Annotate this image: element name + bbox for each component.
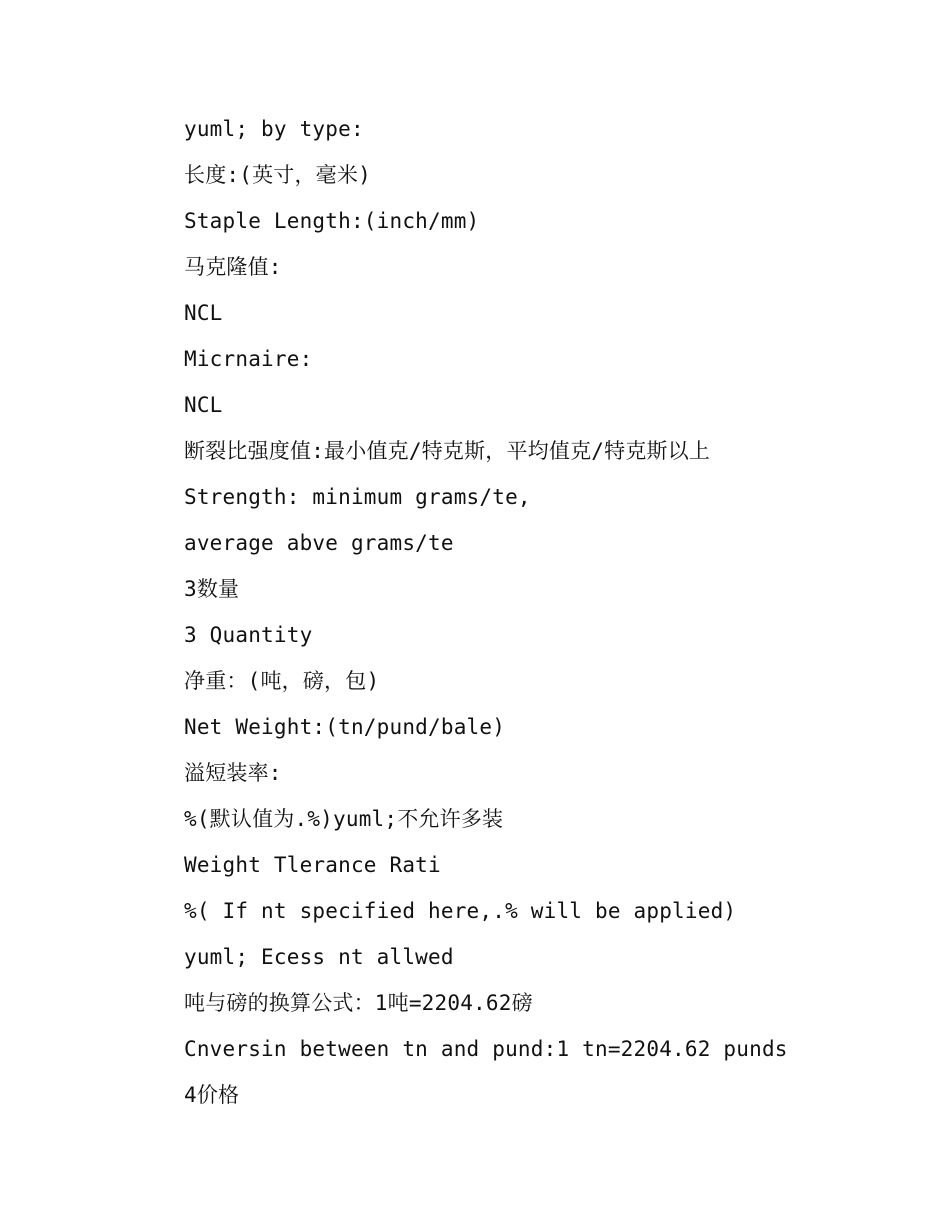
text-line: 溢短装率: — [184, 761, 282, 785]
text-line: 吨与磅的换算公式：1吨=2204.62磅 — [184, 991, 533, 1015]
text-line: %( If nt specified here,.% will be applied) — [184, 899, 737, 923]
text-line: Staple Length:(inch/mm) — [184, 209, 480, 233]
text-line: 长度:(英寸，毫米) — [184, 163, 371, 187]
text-line: NCL — [184, 393, 223, 417]
text-line: Cnversin between tn and pund:1 tn=2204.62 punds — [184, 1037, 788, 1061]
text-line: %(默认值为.%)yuml;不允许多装 — [184, 807, 504, 831]
text-line: Net Weight:(tn/pund/bale) — [184, 715, 506, 739]
text-line: Strength: minimum grams/te, — [184, 485, 531, 509]
text-line: 3 Quantity — [184, 623, 313, 647]
text-line: 净重：(吨，磅，包) — [184, 669, 380, 693]
text-line: Weight Tlerance Rati — [184, 853, 441, 877]
text-line: average abve grams/te — [184, 531, 454, 555]
text-line: NCL — [184, 301, 223, 325]
text-line: 4价格 — [184, 1083, 240, 1107]
text-line: 马克隆值: — [184, 255, 282, 279]
text-line: yuml; by type: — [184, 117, 364, 141]
text-line: Micrnaire: — [184, 347, 313, 371]
document-body — [184, 112, 884, 1124]
text-line: 3数量 — [184, 577, 240, 601]
text-line: yuml; Ecess nt allwed — [184, 945, 454, 969]
text-line: 断裂比强度值:最小值克/特克斯，平均值克/特克斯以上 — [184, 439, 711, 463]
